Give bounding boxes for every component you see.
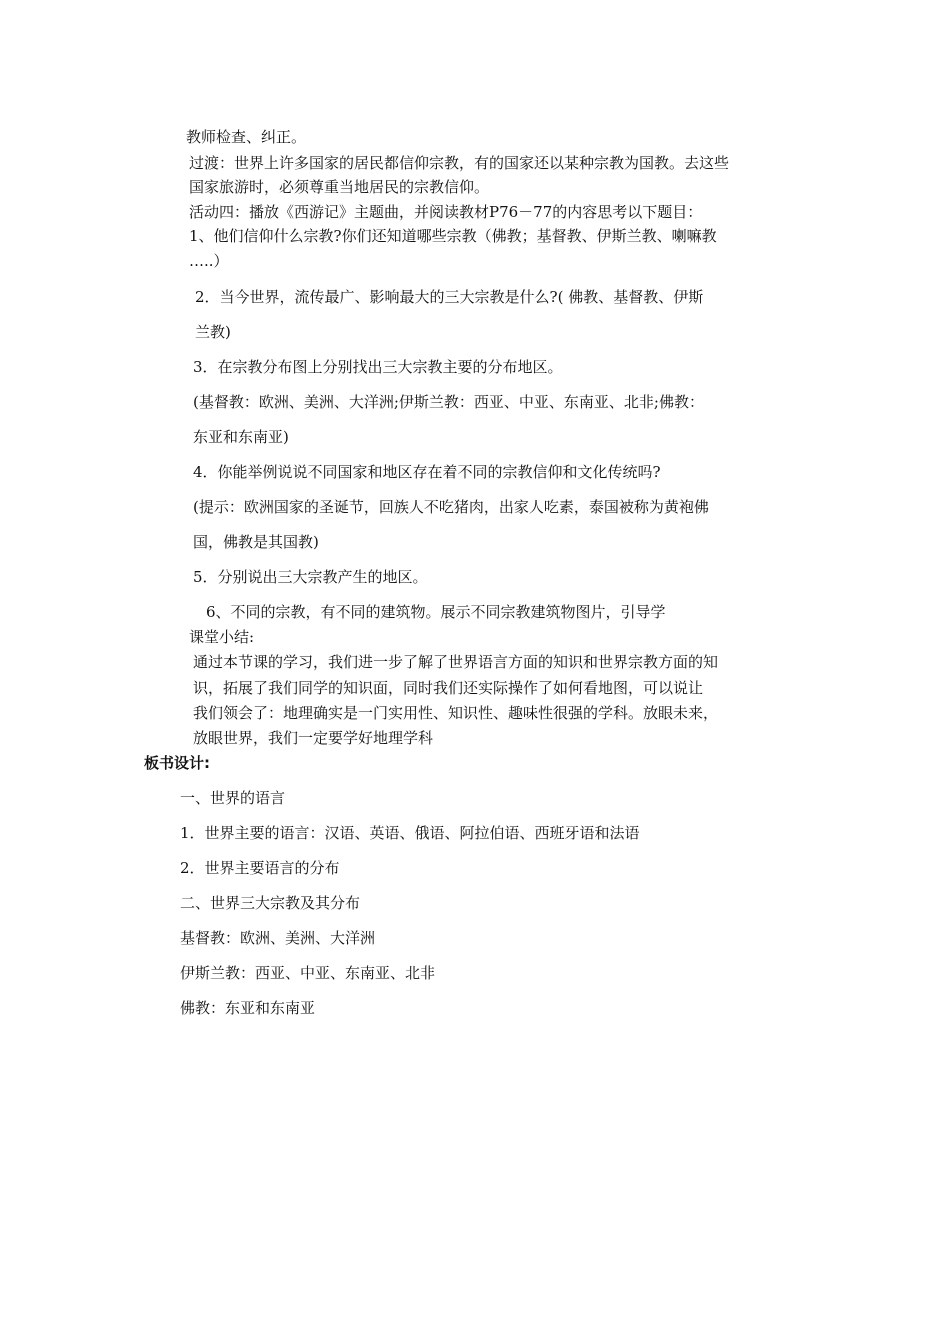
- text-line: 5．分别说出三大宗教产生的地区。: [193, 568, 428, 586]
- board-line: 二、世界三大宗教及其分布: [180, 894, 361, 912]
- text-line: 1、他们信仰什么宗教?你们还知道哪些宗教（佛教；基督教、伊斯兰教、喇嘛教: [189, 227, 717, 245]
- text-line: 过渡：世界上许多国家的居民都信仰宗教，有的国家还以某种宗教为国教。去这些: [189, 154, 730, 172]
- text-line: (基督教：欧洲、美洲、大洋洲;伊斯兰教：西亚、中亚、东南亚、北非;佛教：: [193, 393, 704, 411]
- text-line: (提示：欧洲国家的圣诞节，回族人不吃猪肉，出家人吃素，泰国被称为黄袍佛: [193, 498, 709, 516]
- text-line: 国家旅游时，必须尊重当地居民的宗教信仰。: [189, 178, 490, 196]
- board-line: 2．世界主要语言的分布: [180, 859, 340, 877]
- board-line: 佛教：东亚和东南亚: [180, 999, 316, 1017]
- text-line: 我们领会了：地理确实是一门实用性、知识性、趣味性很强的学科。放眼未来，: [193, 704, 719, 722]
- text-line: 2．当今世界，流传最广、影响最大的三大宗教是什么?( 佛教、基督教、伊斯: [195, 288, 704, 306]
- text-line: 4．你能举例说说不同国家和地区存在着不同的宗教信仰和文化传统吗?: [193, 463, 661, 481]
- section-label: 课堂小结:: [189, 628, 255, 646]
- board-line: 一、世界的语言: [180, 789, 286, 807]
- text-line: 活动四：播放《西游记》主题曲，并阅读教材P76－77的内容思考以下题目：: [189, 203, 703, 221]
- text-line: …..）: [189, 252, 229, 270]
- text-line: 东亚和东南亚): [193, 428, 289, 446]
- text-line: 国，佛教是其国教): [193, 533, 319, 551]
- board-line: 伊斯兰教：西亚、中亚、东南亚、北非: [180, 964, 436, 982]
- text-line: 3．在宗教分布图上分别找出三大宗教主要的分布地区。: [193, 358, 563, 376]
- text-line: 放眼世界，我们一定要学好地理学科: [193, 729, 434, 747]
- text-line: 识，拓展了我们同学的知识面，同时我们还实际操作了如何看地图，可以说让: [193, 679, 704, 697]
- board-line: 基督教：欧洲、美洲、大洋洲: [180, 929, 376, 947]
- board-heading: 板书设计:: [144, 754, 210, 772]
- text-line: 6、不同的宗教，有不同的建筑物。展示不同宗教建筑物图片，引导学: [206, 603, 666, 621]
- text-line: 兰教): [195, 323, 231, 341]
- text-line: 教师检查、纠正。: [186, 128, 307, 146]
- text-line: 通过本节课的学习，我们进一步了解了世界语言方面的知识和世界宗教方面的知: [193, 653, 719, 671]
- board-line: 1．世界主要的语言：汉语、英语、俄语、阿拉伯语、西班牙语和法语: [180, 824, 640, 842]
